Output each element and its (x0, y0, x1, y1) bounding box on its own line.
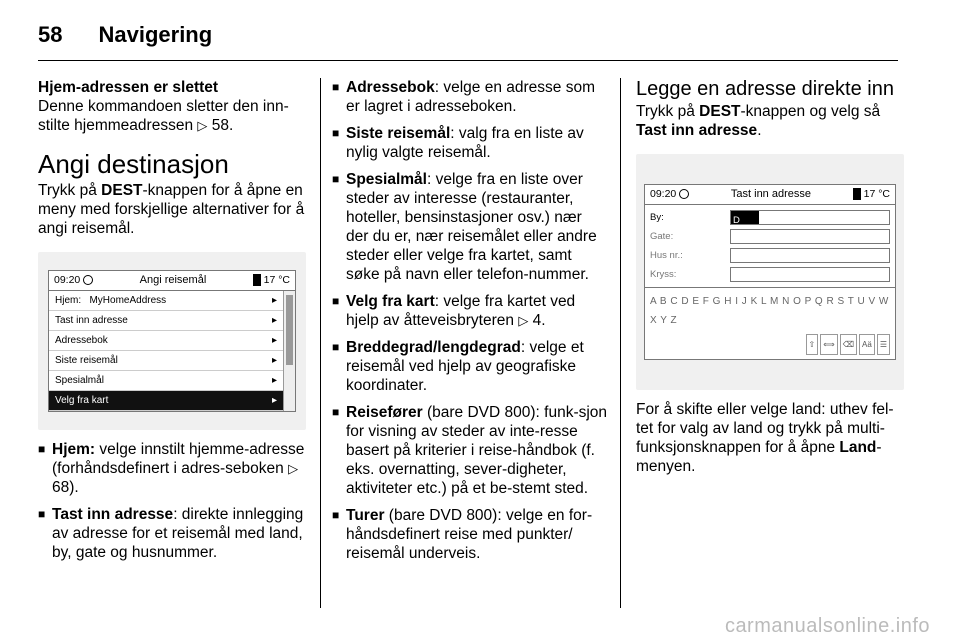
list-item: ■ Reisefører (bare DVD 800): funk-sjon for visning av steder av inte-resse basert på kriterier i reise-håndbok (f. eks. overnatting, sever-digheter, aktiviteter etc.) på et be-stemt sted. (332, 403, 608, 498)
column-2 (332, 78, 608, 571)
list-item: ■ Spesialmål: velge fra en liste over steder av interesse (restauranter, hoteller, bensinstasjoner osv.) nær der du er, nær reisemålet eller andre steder eller velge fra kartet, samt søke på navn eller telefon-nummer. (332, 170, 608, 284)
street-input[interactable] (730, 229, 890, 244)
menu-item[interactable]: Siste reisemål ▸ (49, 351, 283, 371)
column-divider-2 (620, 78, 621, 608)
list-item: ■ Adressebok: velge en adresse som er lagret i adresseboken. (332, 78, 608, 116)
page-ref[interactable]: 58. (211, 117, 234, 134)
alphabet-bar[interactable]: A B C D E F G H I J K L M N O P Q R S T U V W X Y Z (645, 287, 895, 332)
outro-paragraph: For å skifte eller velge land: uthev fel-tet for valg av land og trykk på multi-funksjonsknappen for å åpne Land-menyen. (636, 401, 894, 475)
chapter-title: Navigering (98, 22, 213, 47)
menu-item[interactable]: Adressebok ▸ (49, 331, 283, 351)
shift-key[interactable]: ⇧ (806, 334, 819, 355)
thermometer-icon (253, 274, 261, 286)
option-list (38, 440, 306, 562)
status-bar: 09:20 Tast inn adresse 17 °C (645, 185, 895, 205)
arrow-ref-icon: ▷ (288, 461, 299, 476)
cursor-key[interactable]: ⟺ (820, 334, 837, 355)
house-number-input[interactable] (730, 248, 890, 263)
house-number-field-row[interactable]: Hus nr.: (645, 246, 895, 265)
arrow-ref-icon: ▷ (197, 118, 208, 133)
watermark: carmanualsonline.info (724, 615, 930, 637)
clock-icon (83, 275, 93, 285)
street-field-row[interactable]: Gate: (645, 227, 895, 246)
clock-icon (679, 189, 689, 199)
chevron-right-icon: ▸ (271, 335, 277, 346)
menu-item-selected[interactable]: Velg fra kart ▸ (49, 391, 283, 411)
menu-item[interactable]: Spesialmål ▸ (49, 371, 283, 391)
column-1 (38, 78, 306, 570)
section-title: Legge en adresse direkte inn (636, 78, 894, 100)
menu-item[interactable]: Tast inn adresse ▸ (49, 311, 283, 331)
list-item: ■ Velg fra kart: velge fra kartet ved hjelp av åtteveisbryteren ▷ 4. (332, 292, 608, 330)
paragraph: Denne kommandoen sletter den inn- stilte hjemmeadressen ▷ 58. (38, 98, 289, 134)
page-number: 58 (38, 22, 63, 47)
section-title: Angi destinasjon (38, 149, 229, 179)
column-3 (636, 78, 904, 476)
screenshot-angi-reisemal (38, 252, 306, 430)
chevron-right-icon: ▸ (271, 295, 277, 306)
function-keys (645, 332, 895, 359)
status-bar: 09:20 Angi reisemål 17 °C (49, 271, 295, 291)
arrow-ref-icon: ▷ (518, 313, 529, 328)
crossing-field-row[interactable]: Kryss: (645, 265, 895, 284)
header-rule (38, 60, 898, 61)
intro-paragraph: Trykk på DEST-knappen og velg så Tast inn adresse. (636, 103, 881, 139)
list-key[interactable]: ☰ (877, 334, 890, 355)
section-heading: Hjem-adressen er slettet (38, 79, 219, 96)
list-item: ■ Hjem: velge innstilt hjemme-adresse (forhåndsdefinert i adres-seboken ▷ 68). (38, 440, 306, 497)
screenshot-tast-inn-adresse (636, 154, 904, 390)
chevron-right-icon: ▸ (271, 355, 277, 366)
column-divider-1 (320, 78, 321, 608)
case-key[interactable]: Aä (859, 334, 875, 355)
chevron-right-icon: ▸ (271, 375, 277, 386)
chevron-right-icon: ▸ (271, 315, 277, 326)
crossing-input[interactable] (730, 267, 890, 282)
chevron-right-icon: ▸ (271, 395, 277, 406)
list-item: ■ Turer (bare DVD 800): velge en for-håndsdefinert reise med punkter/ reisemål underveis. (332, 506, 608, 563)
city-input[interactable]: D (730, 210, 890, 225)
list-item: ■ Breddegrad/lengdegrad: velge et reisemål ved hjelp av geografiske koordinater. (332, 338, 608, 395)
backspace-key[interactable]: ⌫ (840, 334, 857, 355)
list-item: ■ Tast inn adresse: direkte innlegging av adresse for et reisemål med land, by, gate og husnummer. (38, 505, 306, 562)
option-list (332, 78, 608, 563)
page-header (38, 22, 212, 48)
scrollbar[interactable] (283, 291, 295, 411)
city-field-row[interactable]: By: D (645, 208, 895, 227)
thermometer-icon (853, 188, 861, 200)
menu-item[interactable]: Hjem: MyHomeAddress ▸ (49, 291, 283, 311)
list-item: ■ Siste reisemål: valg fra en liste av nylig valgte reisemål. (332, 124, 608, 162)
intro-paragraph: Trykk på DEST-knappen for å åpne en meny med forskjellige alternativer for å angi reisemål. (38, 182, 305, 237)
